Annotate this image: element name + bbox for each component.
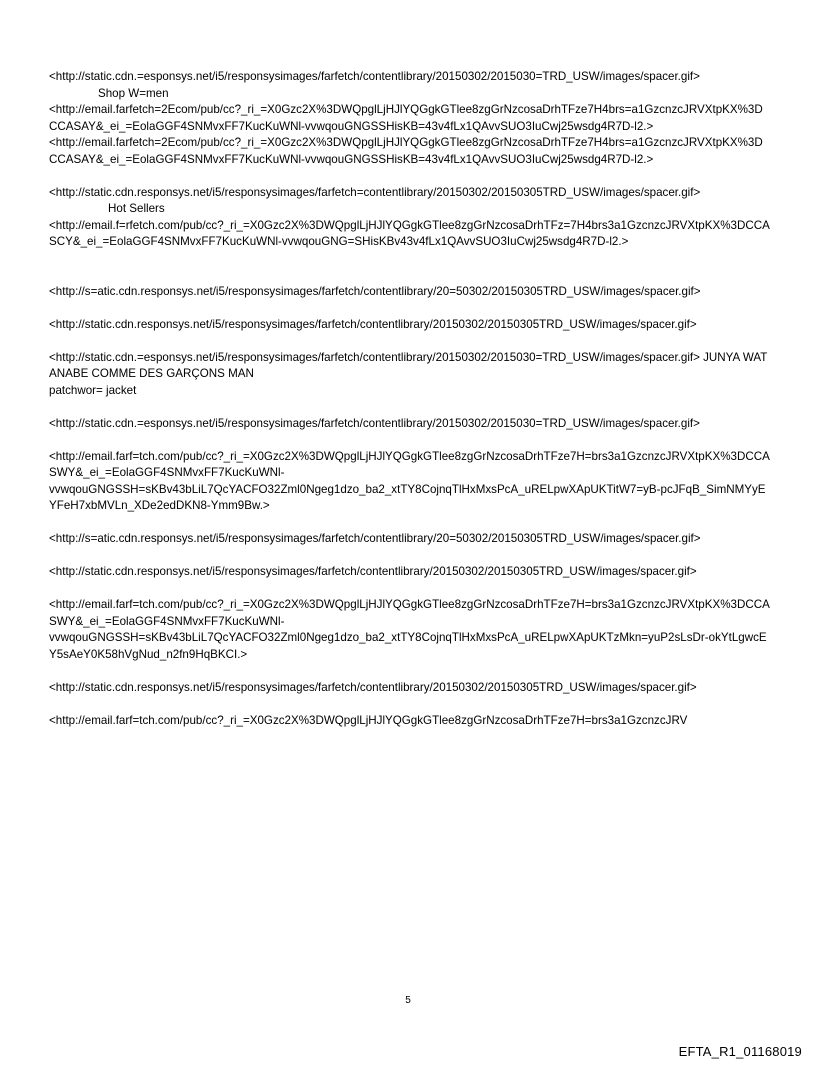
blank-line [49, 251, 771, 268]
blank-line [49, 663, 771, 680]
shop-women-label: Shop W=men [98, 86, 169, 100]
blank-line [49, 581, 771, 598]
email-link-continued[interactable]: vvwqouGNGSSH=sKBv43bLiL7QcYACFO32Zml0Ngeg1dzo_ba2_xtTY8CojnqTlHxMxsPcA_uRELpwXApUKTitW7=yB-pcJFqB_SimNMYyEYFeH7xbMVLn_XDe2edDKN8-Ymm9Bw.> [49, 482, 766, 512]
blank-line [49, 399, 771, 416]
email-link-continued[interactable]: vvwqouGNGSSH=sKBv43bLiL7QcYACFO32Zml0Ngeg1dzo_ba2_xtTY8CojnqTlHxMxsPcA_uRELpwXApUKTzMkn=yuP2sLsDr-okYtLgwcEY5sAeY0K58hVgNud_n2fn9HqBKCI.> [49, 631, 767, 661]
spacer-link[interactable]: <http://static.cdn.responsys.net/i5/responsysimages/farfetch/contentlibrary/20150302/20150305TRD_USW/images/spacer.gif> [49, 317, 697, 331]
blank-line [49, 267, 771, 284]
blank-line [49, 432, 771, 449]
product-brand-line[interactable]: <http://static.cdn.=esponsys.net/i5/responsysimages/farfetch/contentlibrary/20150302/2015030=TRD_USW/images/spacer.gif> JUNYA WATANABE COMME DES GARÇONS MAN [49, 350, 768, 380]
page-number: 5 [405, 995, 411, 1006]
spacer-link[interactable]: <http://static.cdn.responsys.net/i5/responsysimages/farfetch/contentlibrary/20150302/20150305TRD_USW/images/spacer.gif> [49, 565, 697, 578]
email-link[interactable]: <http://email.farf=tch.com/pub/cc?_ri_=X0Gzc2X%3DWQpglLjHJlYQGgkGTlee8zgGrNzcosaDrhTFze7H=brs3a1GzcnzcJRVXtpKX%3DCCASWY&_ei_=EolaGGF4SNMvxFF7KucKuWNl- [49, 449, 770, 479]
email-link[interactable]: <http://email.farfetch=2Ecom/pub/cc?_ri_=X0Gzc2X%3DWQpglLjHJlYQGgkGTlee8zgGrNzcosaDrhTFze7H4brs=a1GzcnzcJRVXtpKX%3DCCASAY&_ei_=EolaGGF4SNMvxFF7KucKuWNl-vvwqouGNGSSHisKB=43v4fLx1QAvvSUO3IuCwj25wsdg4R7D-l2.> [49, 103, 763, 133]
spacer-link[interactable]: <http://s=atic.cdn.responsys.net/i5/responsysimages/farfetch/contentlibrary/20=50302/20150305TRD_USW/images/spacer.gif> [49, 284, 701, 298]
email-link[interactable]: <http://email.farfetch=2Ecom/pub/cc?_ri_=X0Gzc2X%3DWQpglLjHJlYQGgkGTlee8zgGrNzcosaDrhTFze7H4brs=a1GzcnzcJRVXtpKX%3DCCASAY&_ei_=EolaGGF4SNMvxFF7KucKuWNl-vvwqouGNGSSHisKB=43v4fLx1QAvvSUO3IuCwj25wsdg4R7D-l2.> [49, 136, 763, 166]
email-link[interactable]: <http://email.f=rfetch.com/pub/cc?_ri_=X0Gzc2X%3DWQpglLjHJlYQGgkGTlee8zgGrNzcosaDrhTFz=7H4brs3a1GzcnzcJRVXtpKX%3DCCASCY&_ei_=EolaGGF4SNMvxFF7KucKuWNl-vvwqouGNG=SHisKBv43v4fLx1QAvvSUO3IuCwj25wsdg4R7D-l2.> [49, 218, 770, 248]
blank-line [49, 300, 771, 317]
email-link[interactable]: <http://email.farf=tch.com/pub/cc?_ri_=X0Gzc2X%3DWQpglLjHJlYQGgkGTlee8zgGrNzcosaDrhTFze7H=brs3a1GzcnzcJRVXtpKX%3DCCASWY&_ei_=EolaGGF4SNMvxFF7KucKuWNl- [49, 598, 770, 628]
spacer-link[interactable]: <http://static.cdn.=esponsys.net/i5/responsysimages/farfetch/contentlibrary/20150302/2015030=TRD_USW/images/spacer.gif> [49, 70, 700, 83]
spacer-link[interactable]: <http://static.cdn.=esponsys.net/i5/responsysimages/farfetch/contentlibrary/20150302/2015030=TRD_USW/images/spacer.gif> [49, 416, 700, 430]
blank-line [49, 548, 771, 565]
spacer-link[interactable]: <http://static.cdn.responsys.net/i5/responsysimages/farfetch=contentlibrary/20150302/20150305TRD_USW/images/spacer.gif> [49, 185, 701, 199]
document-body [49, 69, 771, 729]
product-name-line: patchwor= jacket [49, 383, 137, 397]
blank-line [49, 168, 771, 185]
blank-line [49, 515, 771, 532]
email-link[interactable]: <http://email.farf=tch.com/pub/cc?_ri_=X0Gzc2X%3DWQpglLjHJlYQGgkGTlee8zgGrNzcosaDrhTFze7H=brs3a1GzcnzcJRV [49, 713, 688, 727]
document-id: EFTA_R1_01168019 [678, 1044, 802, 1059]
spacer-link[interactable]: <http://static.cdn.responsys.net/i5/responsysimages/farfetch/contentlibrary/20150302/20150305TRD_USW/images/spacer.gif> [49, 680, 697, 694]
blank-line [49, 696, 771, 713]
spacer-link[interactable]: <http://s=atic.cdn.responsys.net/i5/responsysimages/farfetch/contentlibrary/20=50302/20150305TRD_USW/images/spacer.gif> [49, 532, 701, 545]
blank-line [49, 333, 771, 350]
hot-sellers-label: Hot Sellers [108, 202, 165, 215]
